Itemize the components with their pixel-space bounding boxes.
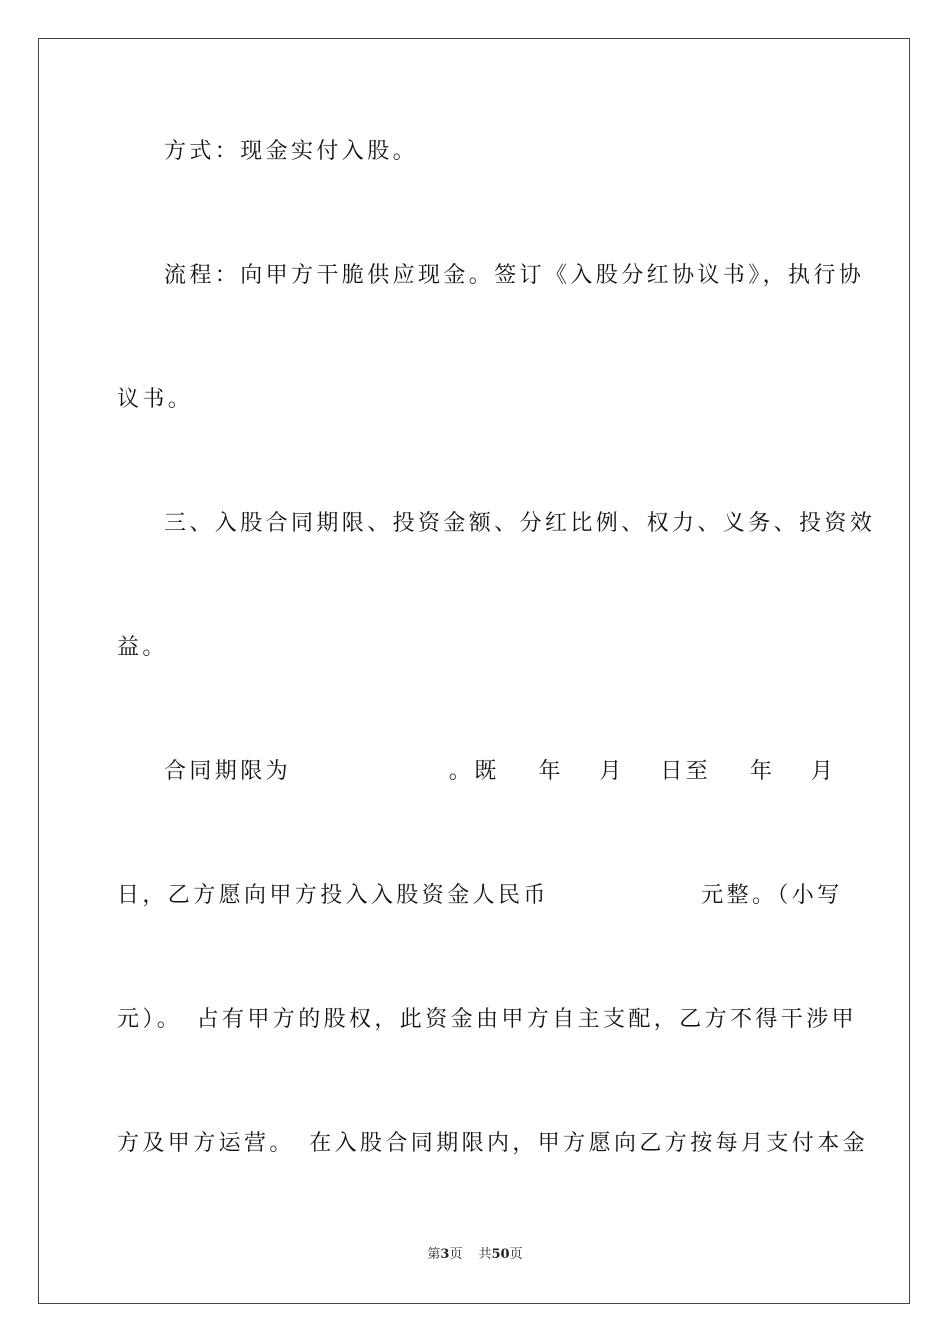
footer-total-suffix: 页 bbox=[509, 1247, 523, 1262]
term-year-1: 年 bbox=[538, 759, 561, 784]
term-year-2: 年 bbox=[750, 759, 773, 784]
footer-total-pages: 50 bbox=[491, 1247, 510, 1262]
term-blank-gap bbox=[330, 758, 410, 786]
text-line-operation: 方及甲方运营。 在入股合同期限内，甲方愿向乙方按每月支付本金 bbox=[117, 1131, 869, 1156]
text-line-process-content: 流程：向甲方干脆供应现金。签订《入股分红协议书》，执行协 bbox=[164, 263, 865, 288]
text-line-section-three-cont: 益。 bbox=[117, 635, 168, 660]
term-label: 合同期限为 bbox=[164, 759, 292, 784]
page-footer bbox=[0, 1246, 950, 1264]
text-line-contract-term bbox=[164, 758, 833, 786]
text-line-process-cont: 议书。 bbox=[117, 387, 194, 412]
text-line-process bbox=[164, 262, 865, 290]
term-day-to: 日至 bbox=[660, 759, 712, 784]
footer-page-suffix: 页 bbox=[449, 1247, 463, 1262]
term-month-2: 月 bbox=[810, 759, 833, 784]
page-frame bbox=[38, 38, 910, 1304]
text-line-section-three: 三、入股合同期限、投资金额、分红比例、权力、义务、投资效 bbox=[164, 511, 876, 536]
footer-page-number: 3 bbox=[440, 1247, 450, 1262]
text-line-payment-method: 方式：现金实付入股。 bbox=[164, 139, 419, 164]
text-line-investment-amount: 日，乙方愿向甲方投入入股资金人民币 元整。（小写 bbox=[117, 883, 843, 908]
term-from: 。既 bbox=[448, 759, 500, 784]
footer-page-prefix: 第 bbox=[427, 1247, 441, 1262]
term-month-1: 月 bbox=[599, 759, 622, 784]
footer-total-prefix: 共 bbox=[478, 1247, 492, 1262]
text-line-equity: 元）。 占有甲方的股权，此资金由甲方自主支配，乙方不得干涉甲 bbox=[117, 1007, 858, 1032]
